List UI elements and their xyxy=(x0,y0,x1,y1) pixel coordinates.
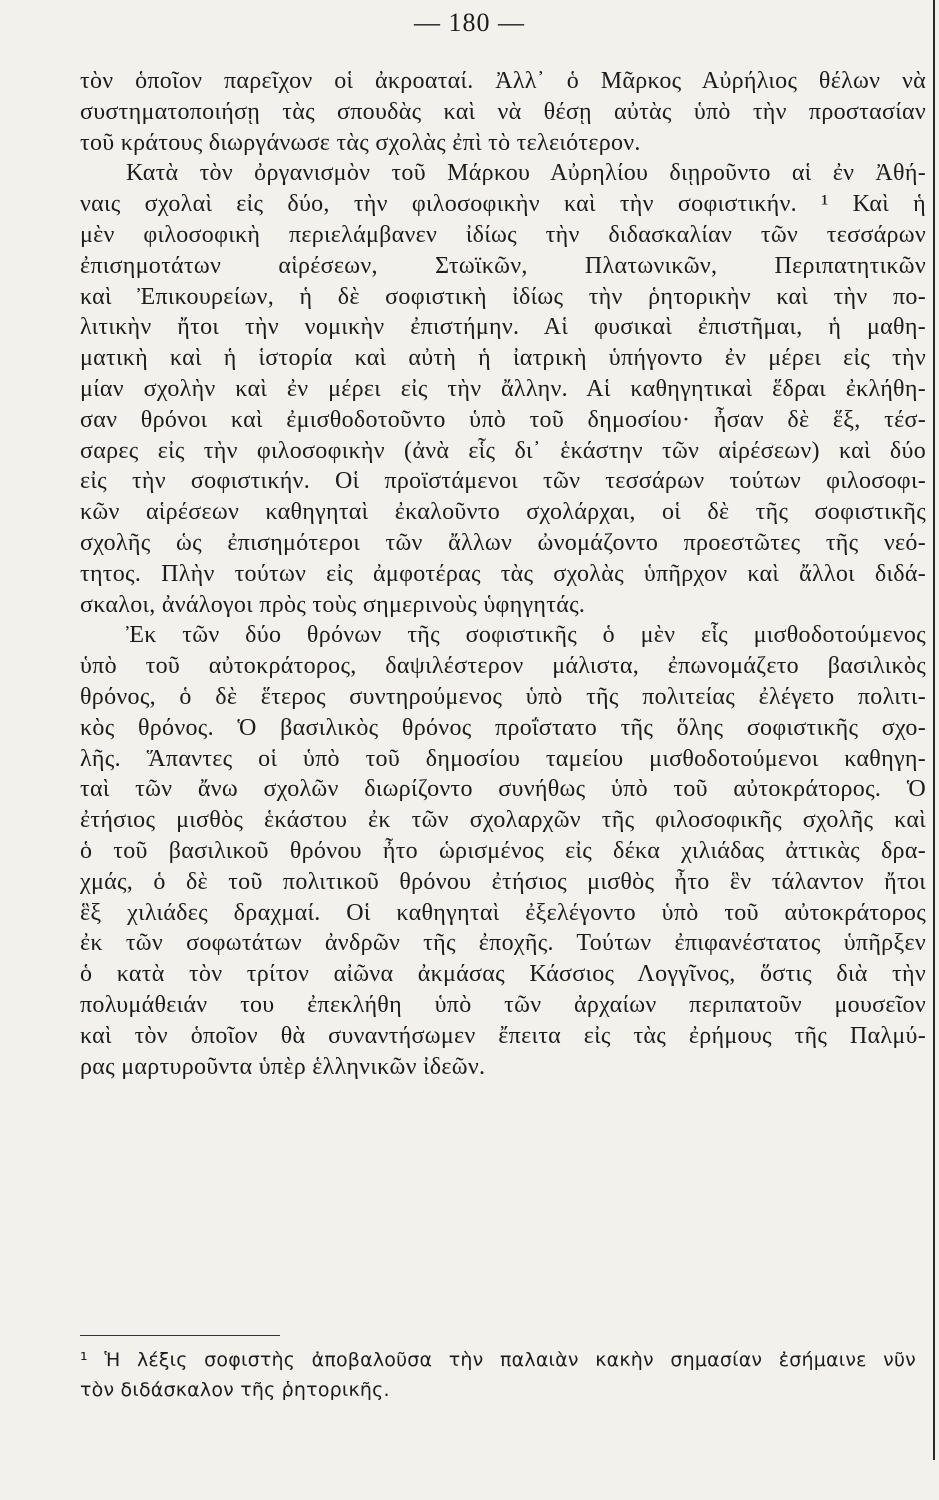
body-line: λῆς. Ἅπαντες οἱ ὑπὸ τοῦ δημοσίου ταμείου μισθοδοτούμενοι καθηγη- xyxy=(80,745,926,772)
body-line: σαρες εἰς τὴν φιλοσοφικὴν (ἀνὰ εἷς δι᾽ ἑκάστην τῶν αἱρέσεων) καὶ δύο xyxy=(80,437,926,464)
body-line: σχολῆς ὡς ἐπισημότεροι τῶν ἄλλων ὠνομάζοντο προεστῶτες τῆς νεό- xyxy=(80,529,926,556)
body-text xyxy=(80,66,926,1082)
body-line: λιτικὴν ἤτοι τὴν νομικὴν ἐπιστήμην. Αἱ φυσικαὶ ἐπιστῆμαι, ἡ μαθη- xyxy=(80,314,926,341)
body-line: τητος. Πλὴν τούτων εἰς ἀμφοτέρας τὰς σχολὰς ὑπῆρχον καὶ ἄλλοι διδά- xyxy=(80,560,926,587)
body-line: σαν θρόνοι καὶ ἐμισθοδοτοῦντο ὑπὸ τοῦ δημοσίου· ἦσαν δὲ ἕξ, τέσ- xyxy=(80,406,926,433)
body-line: θρόνος, ὁ δὲ ἕτερος συντηρούμενος ὑπὸ τῆς πολιτείας ἐλέγετο πολιτι- xyxy=(80,683,926,710)
body-line: πολυμάθειάν του ἐπεκλήθη ὑπὸ τῶν ἀρχαίων περιπατοῦν μουσεῖον xyxy=(80,991,926,1018)
body-line: ἓξ χιλιάδες δραχμαί. Οἱ καθηγηταὶ ἐξελέγοντο ὑπὸ τοῦ αὐτοκράτορος xyxy=(80,899,926,926)
footnote-separator xyxy=(80,1335,280,1336)
body-line: καὶ Ἐπικουρείων, ἡ δὲ σοφιστικὴ ἰδίως τὴν ῥητορικὴν καὶ τὴν πο- xyxy=(80,283,926,310)
body-line: ἐτήσιος μισθὸς ἑκάστου ἐκ τῶν σχολαρχῶν τῆς φιλοσοφικῆς σχολῆς καὶ xyxy=(80,807,926,834)
body-line: μίαν σχολὴν καὶ ἐν μέρει εἰς τὴν ἄλλην. Αἱ καθηγητικαὶ ἕδραι ἐκλήθη- xyxy=(80,375,926,402)
body-line: καὶ τὸν ὁποῖον θὰ συναντήσωμεν ἔπειτα εἰς τὰς ἐρήμους τῆς Παλμύ- xyxy=(80,1022,926,1049)
body-line: τὸν ὁποῖον παρεῖχον οἱ ἀκροαταί. Ἀλλ᾽ ὁ Μᾶρκος Αὐρήλιος θέλων νὰ xyxy=(80,68,926,94)
body-line: κῶν αἱρέσεων καθηγηταὶ ἐκαλοῦντο σχολάρχαι, οἱ δὲ τῆς σοφιστικῆς xyxy=(80,499,926,526)
body-line: ὁ κατὰ τὸν τρίτον αἰῶνα ἀκμάσας Κάσσιος Λογγῖνος, ὅστις διὰ τὴν xyxy=(80,961,926,988)
body-line: χμάς, ὁ δὲ τοῦ πολιτικοῦ θρόνου ἐτήσιος μισθὸς ἦτο ἓν τάλαντον ἤτοι xyxy=(80,868,926,895)
footnote-line: τὸν διδάσκαλον τῆς ῥητορικῆς. xyxy=(80,1379,390,1401)
body-line: ἐπισημοτάτων αἱρέσεων, Στωϊκῶν, Πλατωνικῶν, Περιπατητικῶν xyxy=(80,252,926,279)
body-line: ἐκ τῶν σοφωτάτων ἀνδρῶν τῆς ἐποχῆς. Τούτων ἐπιφανέστατος ὑπῆρξεν xyxy=(80,930,926,957)
body-line: μὲν φιλοσοφικὴ περιελάμβανεν ἰδίως τὴν διδασκαλίαν τῶν τεσσάρων xyxy=(80,221,926,248)
page-edge-rule xyxy=(933,0,935,1460)
body-line: ρας μαρτυροῦντα ὑπὲρ ἑλληνικῶν ἰδεῶν. xyxy=(80,1053,486,1080)
body-line: τοῦ κράτους διωργάνωσε τὰς σχολὰς ἐπὶ τὸ τελειότερον. xyxy=(80,129,641,156)
footnote-line: ¹ Ἡ λέξις σοφιστὴς ἀποβαλοῦσα τὴν παλαιὰν κακὴν σημασίαν ἐσήμαινε νῦν xyxy=(80,1349,916,1371)
body-line: σκαλοι, ἀνάλογοι πρὸς τοὺς σημερινοὺς ὑφηγητάς. xyxy=(80,591,586,618)
body-line: ταὶ τῶν ἄνω σχολῶν διωρίζοντο συνήθως ὑπὸ τοῦ αὐτοκράτορος. Ὁ xyxy=(80,776,926,803)
body-line: ὁ τοῦ βασιλικοῦ θρόνου ἦτο ὡρισμένος εἰς δέκα χιλιάδας ἀττικὰς δρα- xyxy=(80,837,926,864)
body-line: ματικὴ καὶ ἡ ἱστορία καὶ αὐτὴ ἡ ἰατρικὴ ὑπήγοντο ἐν μέρει εἰς τὴν xyxy=(80,345,926,372)
body-line: συστηματοποιήσῃ τὰς σπουδὰς καὶ νὰ θέσῃ αὐτὰς ὑπὸ τὴν προστασίαν xyxy=(80,98,926,125)
body-line: Κατὰ τὸν ὀργανισμὸν τοῦ Μάρκου Αὐρηλίου διῃροῦντο αἱ ἐν Ἀθή- xyxy=(126,160,926,187)
footnote xyxy=(80,1345,916,1405)
body-line: ὑπὸ τοῦ αὐτοκράτορος, δαψιλέστερον μάλιστα, ἐπωνομάζετο βασιλικὸς xyxy=(80,653,926,680)
body-line: κὸς θρόνος. Ὁ βασιλικὸς θρόνος προΐστατο τῆς ὅλης σοφιστικῆς σχο- xyxy=(80,714,926,741)
body-line: εἰς τὴν σοφιστικήν. Οἱ προϊστάμενοι τῶν τεσσάρων τούτων φιλοσοφι- xyxy=(80,468,926,495)
body-line: ναις σχολαὶ εἰς δύο, τὴν φιλοσοφικὴν καὶ τὴν σοφιστικήν. ¹ Καὶ ἡ xyxy=(80,191,926,218)
body-line: Ἐκ τῶν δύο θρόνων τῆς σοφιστικῆς ὁ μὲν εἷς μισθοδοτούμενος xyxy=(126,622,926,649)
page-number: — 180 — xyxy=(414,8,525,37)
